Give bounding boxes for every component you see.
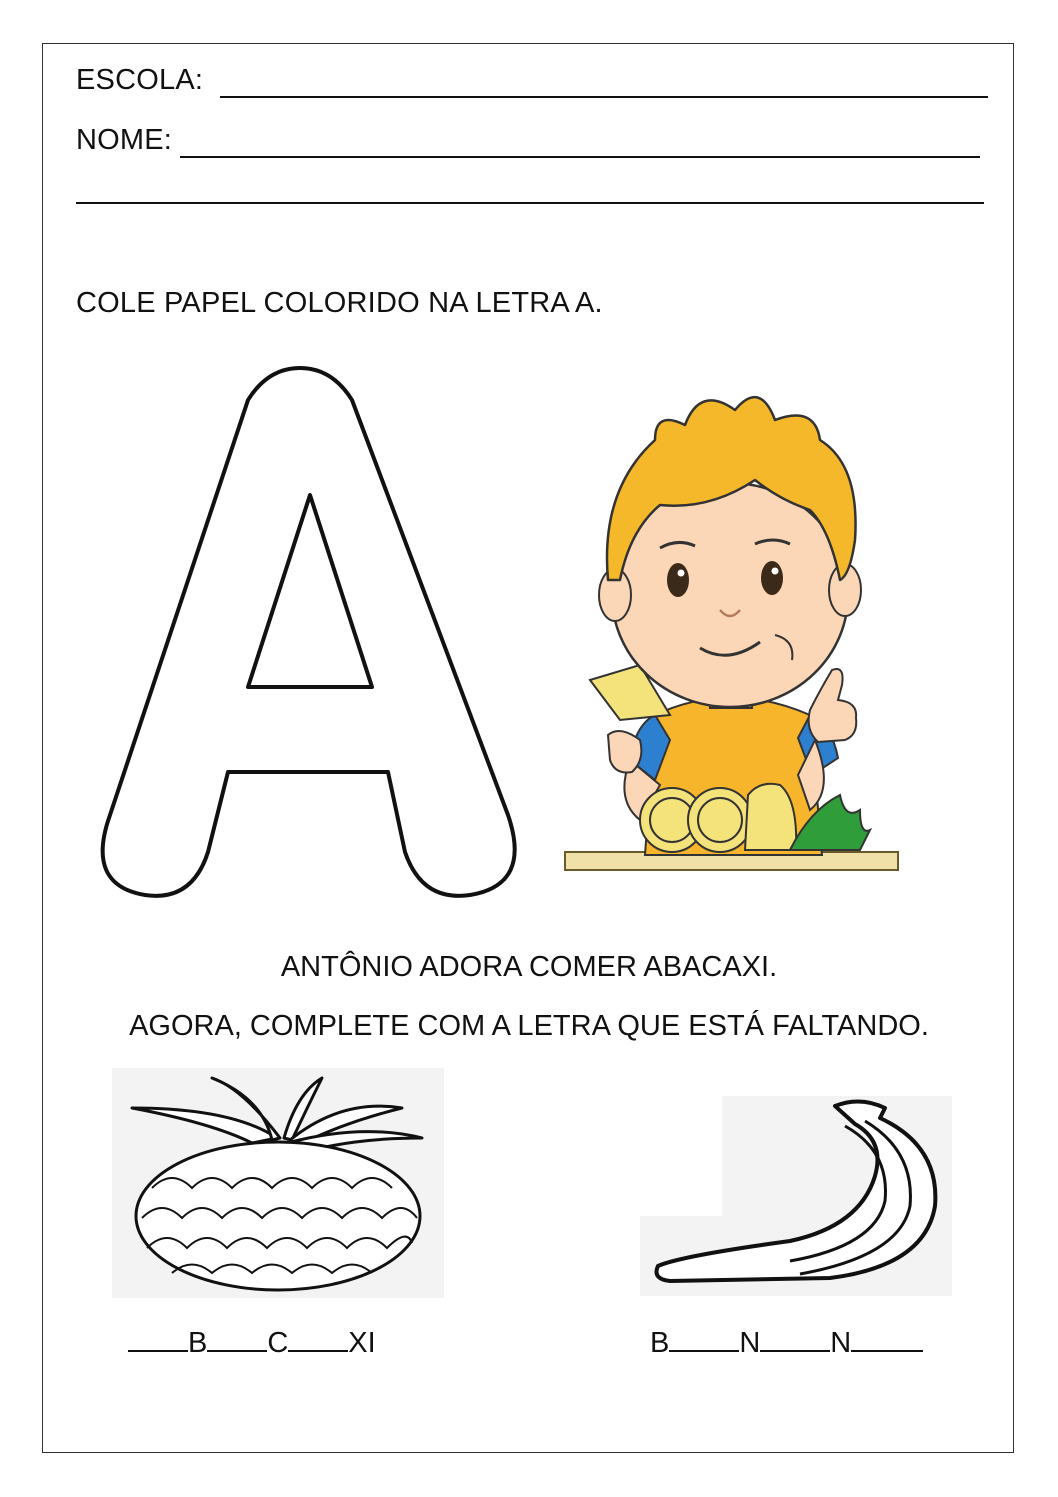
- school-label: ESCOLA:: [76, 64, 204, 96]
- instruction-paste-paper: COLE PAPEL COLORIDO NA LETRA A.: [76, 287, 603, 319]
- blank-1[interactable]: [128, 1326, 188, 1352]
- instruction-complete-letters: AGORA, COMPLETE COM A LETRA QUE ESTÁ FALTANDO.: [129, 1010, 929, 1042]
- blank-3[interactable]: [288, 1326, 348, 1352]
- exercise-abacaxi-part: XI: [348, 1327, 376, 1359]
- pineapple-icon: [112, 1068, 444, 1298]
- boy-eating-pineapple-illustration: [560, 380, 905, 875]
- exercise-abacaxi: [128, 1326, 376, 1360]
- sentence-antonio: ANTÔNIO ADORA COMER ABACAXI.: [280, 951, 778, 983]
- blank-2[interactable]: [207, 1326, 267, 1352]
- exercise-banana-part: B: [650, 1327, 670, 1359]
- school-field-line[interactable]: [220, 96, 988, 98]
- big-letter-a-outline: [100, 360, 530, 905]
- exercise-abacaxi-part: B: [188, 1327, 208, 1359]
- exercise-banana-part: N: [739, 1327, 761, 1359]
- name-label: NOME:: [76, 124, 173, 156]
- exercise-banana-part: N: [830, 1327, 852, 1359]
- name-field-line[interactable]: [180, 156, 980, 158]
- banana-icon: [640, 1096, 952, 1296]
- extra-field-line[interactable]: [76, 202, 984, 204]
- blank-2[interactable]: [760, 1326, 830, 1352]
- blank-3[interactable]: [851, 1326, 923, 1352]
- exercise-abacaxi-part: C: [267, 1327, 289, 1359]
- exercise-banana: [650, 1326, 923, 1360]
- blank-1[interactable]: [669, 1326, 739, 1352]
